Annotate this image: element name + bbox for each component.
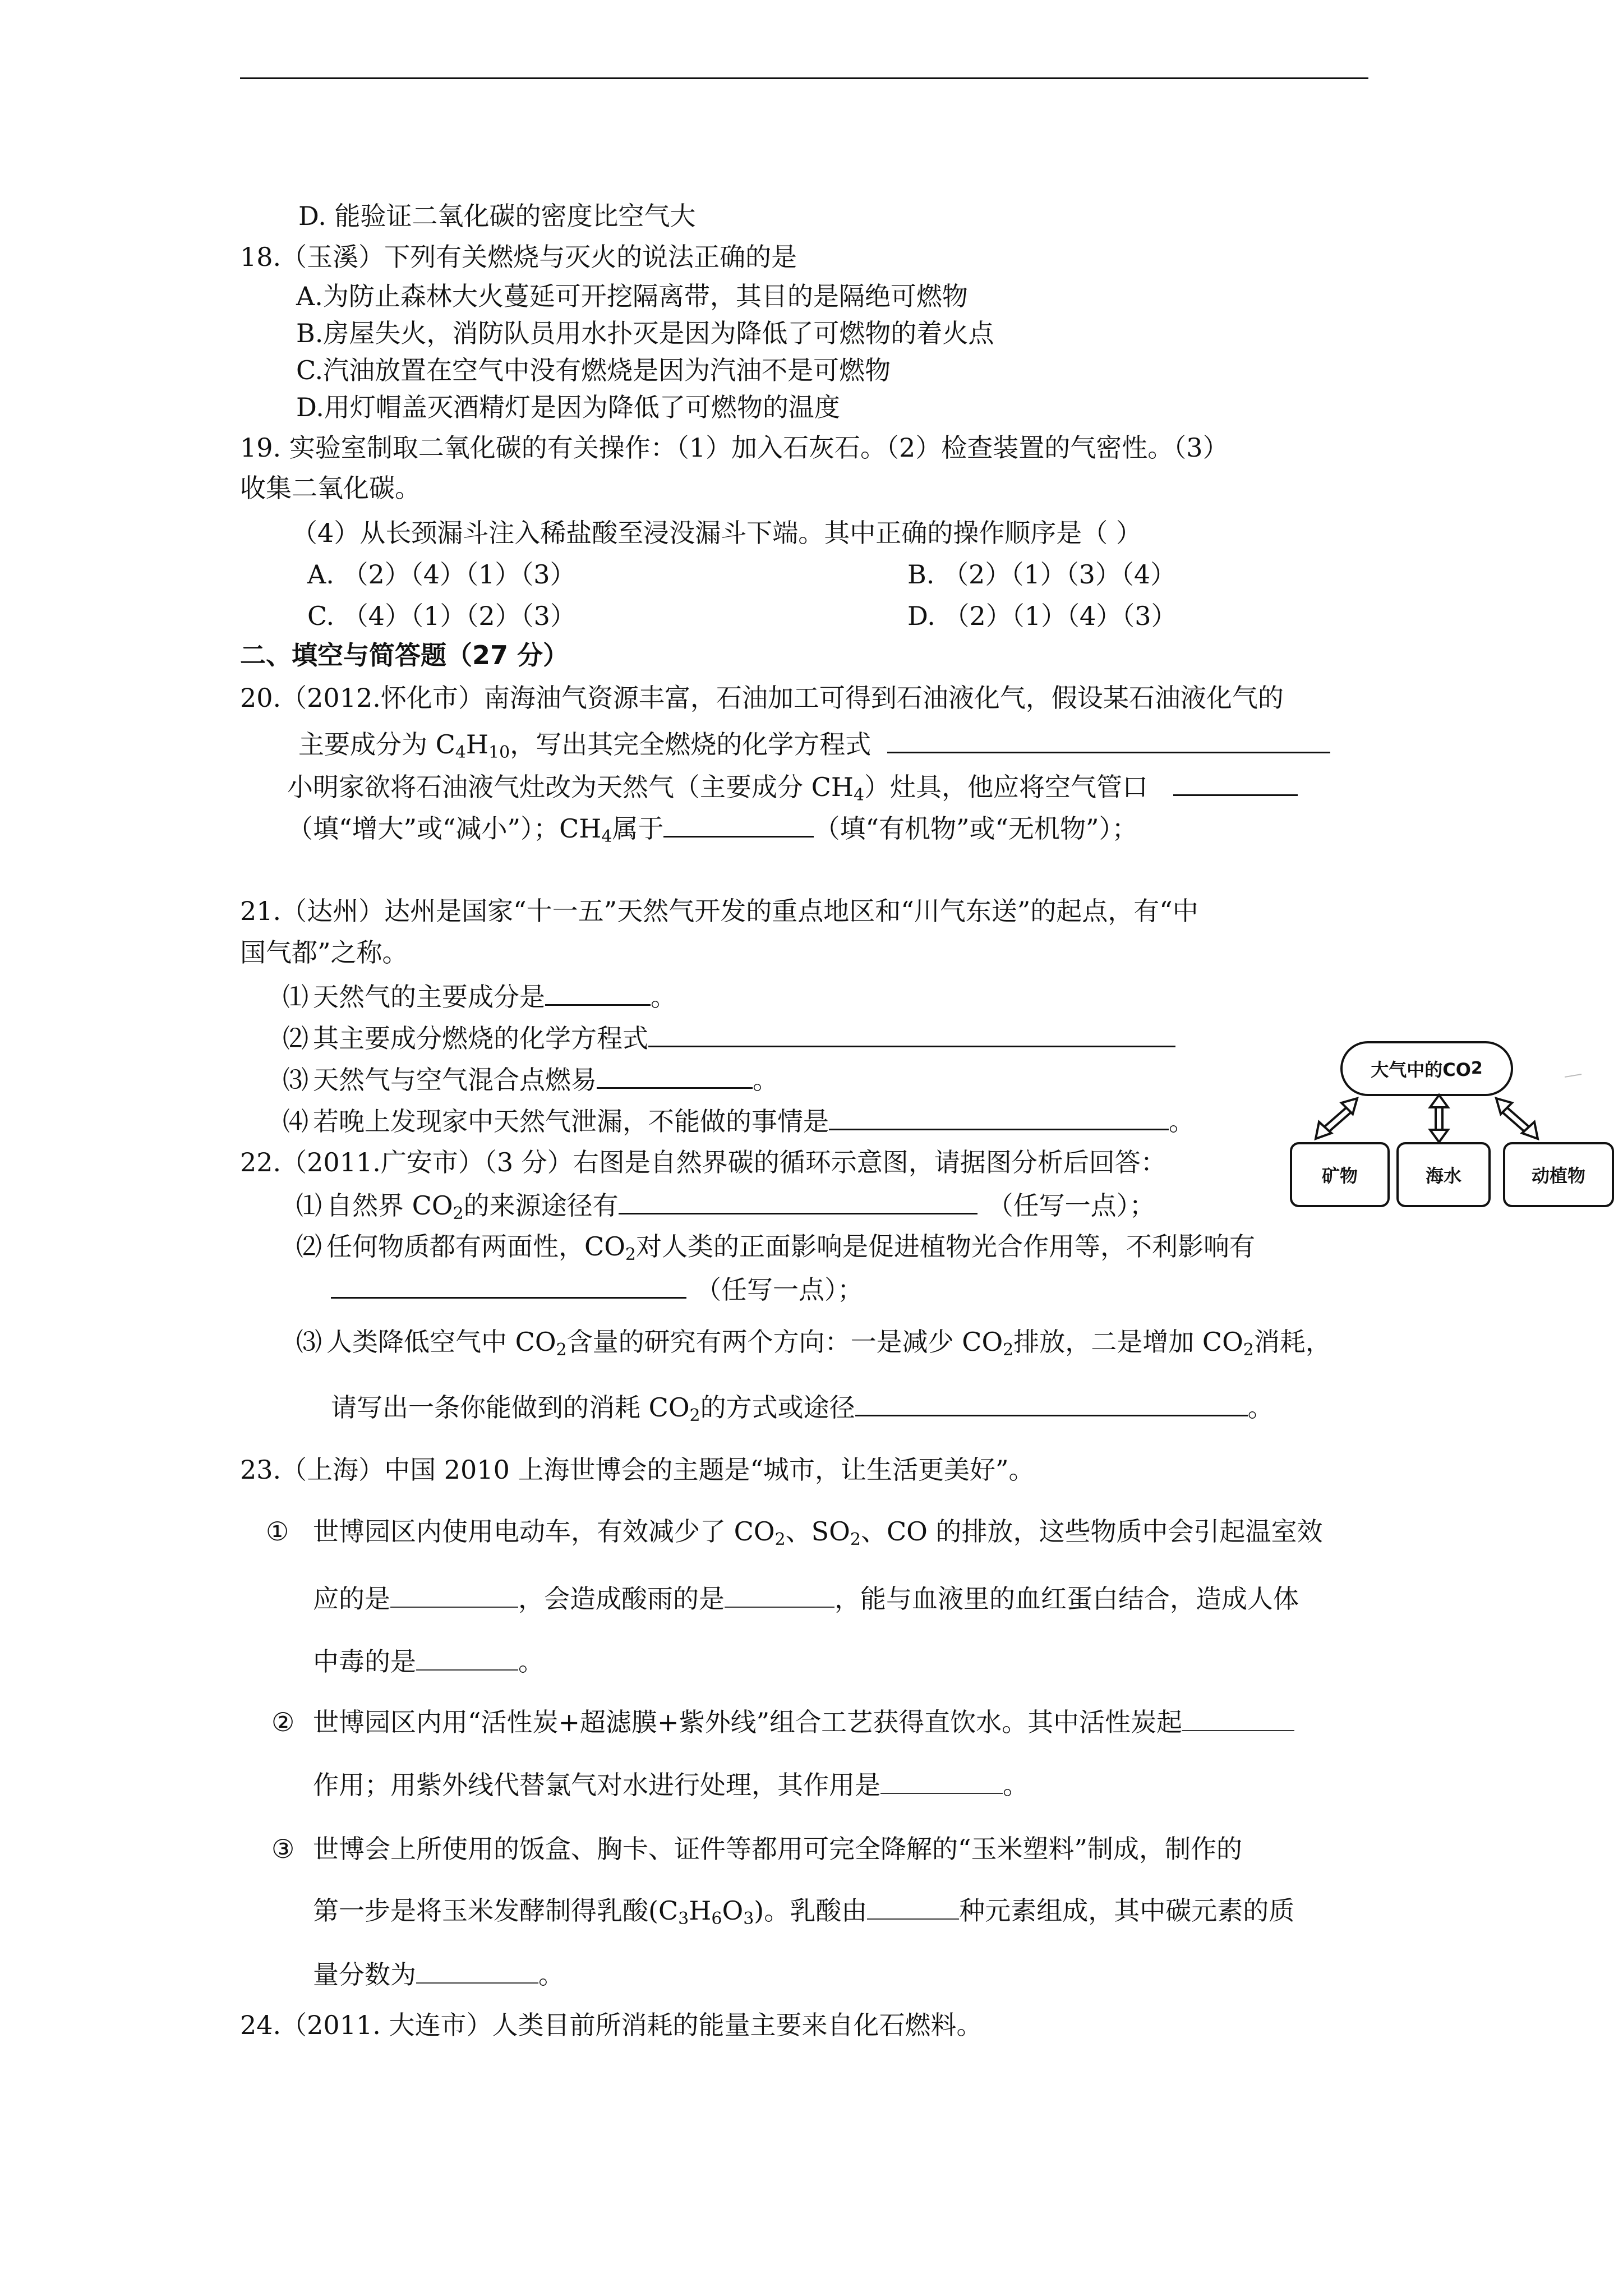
q24-line1: 24.（2011. 大连市）人类目前所消耗的能量主要来自化石燃料。 (240, 2010, 983, 2040)
answer-blank[interactable] (663, 811, 814, 838)
q23-part2-cont: 作用；用紫外线代替氯气对水进行处理，其作用是 。 (313, 1768, 1029, 1802)
q22-line1: 22.（2011.广安市）（3 分）右图是自然界碳的循环示意图，请据图分析后回答： (240, 1147, 1166, 1177)
q18-option-a: A.为防止森林大火蔓延可开挖隔离带，其目的是隔绝可燃物 (296, 281, 968, 311)
q20-line4: （填“增大”或“减小”）；$CH_4$属于 （填“有机物”或“无机物”）； (287, 811, 1138, 845)
answer-blank[interactable] (855, 1390, 1248, 1416)
section-heading: 二、填空与简答题（27 分） (240, 640, 569, 670)
q19-line3: （4）从长颈漏斗注入稀盐酸至浸没漏斗下端。其中正确的操作顺序是（ ） (292, 518, 1142, 548)
q20-line2: 主要成分为 $C_4H_{10}$，写出其完全燃烧的化学方程式 (298, 727, 1330, 761)
diagram-seawater: 海水 (1396, 1142, 1491, 1207)
q19-option-d: D. （2）（1）（4）（3） (907, 601, 1177, 631)
q22-item-1: ⑴ 自然界 $CO_2$的来源途径有 （任写一点）； (296, 1188, 1155, 1222)
q21-item-1: ⑴ 天然气的主要成分是 。 (283, 979, 676, 1014)
answer-blank[interactable] (390, 1582, 518, 1608)
q20-line1: 20.（2012.怀化市）南海油气资源丰富，石油加工可得到石油液化气，假设某石油液化气的 (240, 683, 1284, 713)
q23-part1-cont2: 中毒的是 。 (313, 1645, 544, 1678)
q23-part3: ③ 世博会上所使用的饭盒、胸卡、证件等都用可完全降解的“玉米塑料”制成，制作的 (271, 1834, 1243, 1864)
carbon-cycle-diagram (1290, 1032, 1615, 1234)
q19-line2: 收集二氧化碳。 (240, 473, 421, 503)
q18-option-c: C.汽油放置在空气中没有燃烧是因为汽油不是可燃物 (296, 355, 891, 385)
q18-option-d: D.用灯帽盖灭酒精灯是因为降低了可燃物的温度 (296, 392, 840, 422)
answer-blank[interactable] (1173, 770, 1298, 796)
answer-blank[interactable] (887, 727, 1330, 753)
q18-stem: 18.（玉溪）下列有关燃烧与灭火的说法正确的是 (240, 242, 797, 272)
diagram-minerals: 矿物 (1290, 1142, 1390, 1207)
answer-blank[interactable] (880, 1768, 1003, 1794)
q21-item-4: ⑷ 若晚上发现家中天然气泄漏，不能做的事情是 。 (283, 1104, 1195, 1138)
answer-blank[interactable] (1182, 1705, 1294, 1731)
q22-item-3-cont: 请写出一条你能做到的消耗 $CO_2$的方式或途径 。 (331, 1390, 1274, 1424)
q19-option-b: B. （2）（1）（3）（4） (907, 559, 1177, 590)
answer-blank[interactable] (648, 1021, 1175, 1047)
q23-line1: 23.（上海）中国 2010 上海世博会的主题是“城市，让生活更美好”。 (240, 1455, 1035, 1485)
q21-line2: 国气都”之称。 (240, 937, 408, 968)
q23-part3-cont2: 量分数为 。 (313, 1958, 564, 1991)
answer-blank[interactable] (597, 1062, 753, 1089)
answer-blank[interactable] (725, 1582, 834, 1608)
q23-part2: ② 世博园区内用“活性炭+超滤膜+紫外线”组合工艺获得直饮水。其中活性炭起 (271, 1705, 1294, 1739)
q22-item-2-cont: （任写一点）； (331, 1272, 863, 1306)
q21-item-3: ⑶ 天然气与空气混合点燃易 。 (283, 1062, 778, 1097)
q20-line3: 小明家欲将石油液气灶改为天然气（主要成分 $CH_4$）灶具，他应将空气管口 (287, 770, 1298, 804)
answer-blank[interactable] (416, 1958, 538, 1984)
answer-blank[interactable] (829, 1104, 1169, 1130)
q21-line1: 21.（达州）达州是国家“十一五”天然气开发的重点地区和“川气东送”的起点，有“中 (240, 896, 1198, 926)
q19-option-a: A. （2）（4）（1）（3） (307, 559, 576, 590)
header-rule (240, 77, 1368, 79)
q17-option-d: D. 能验证二氧化碳的密度比空气大 (298, 201, 696, 231)
q23-part1: ① 世博园区内使用电动车，有效减少了 $CO_2$、$SO_2$、CO 的排放，这些物质中会引起温室效 (266, 1516, 1323, 1549)
answer-blank[interactable] (331, 1272, 686, 1299)
q19-option-c: C. （4）（1）（2）（3） (307, 601, 576, 631)
q23-part3-cont: 第一步是将玉米发酵制得乳酸$(C_3H_6O_3)$。乳酸由 种元素组成，其中碳元素的质 (313, 1894, 1294, 1927)
q18-option-b: B.房屋失火，消防队员用水扑灭是因为降低了可燃物的着火点 (296, 318, 994, 348)
q23-part1-cont: 应的是 ，会造成酸雨的是 ，能与血液里的血红蛋白结合，造成人体 (313, 1582, 1299, 1616)
answer-blank[interactable] (619, 1188, 978, 1214)
q21-item-2: ⑵ 其主要成分燃烧的化学方程式 (283, 1021, 1175, 1055)
diagram-atmosphere-co2: 大气中的CO 2 (1340, 1041, 1513, 1096)
answer-blank[interactable] (545, 979, 651, 1006)
answer-blank[interactable] (416, 1645, 518, 1671)
diagram-plants-animals: 动植物 (1503, 1142, 1614, 1207)
q22-item-3: ⑶ 人类降低空气中 $CO_2$含量的研究有两个方向：一是减少 $CO_2$排放，二是增加 $CO_2$消耗， (296, 1327, 1331, 1360)
q22-item-2: ⑵ 任何物质都有两面性，$CO_2$对人类的正面影响是促进植物光合作用等，不利影响有 (296, 1231, 1256, 1264)
q19-line1: 19. 实验室制取二氧化碳的有关操作：（1）加入石灰石。（2）检查装置的气密性。（3） (240, 432, 1229, 463)
answer-blank[interactable] (867, 1894, 959, 1920)
